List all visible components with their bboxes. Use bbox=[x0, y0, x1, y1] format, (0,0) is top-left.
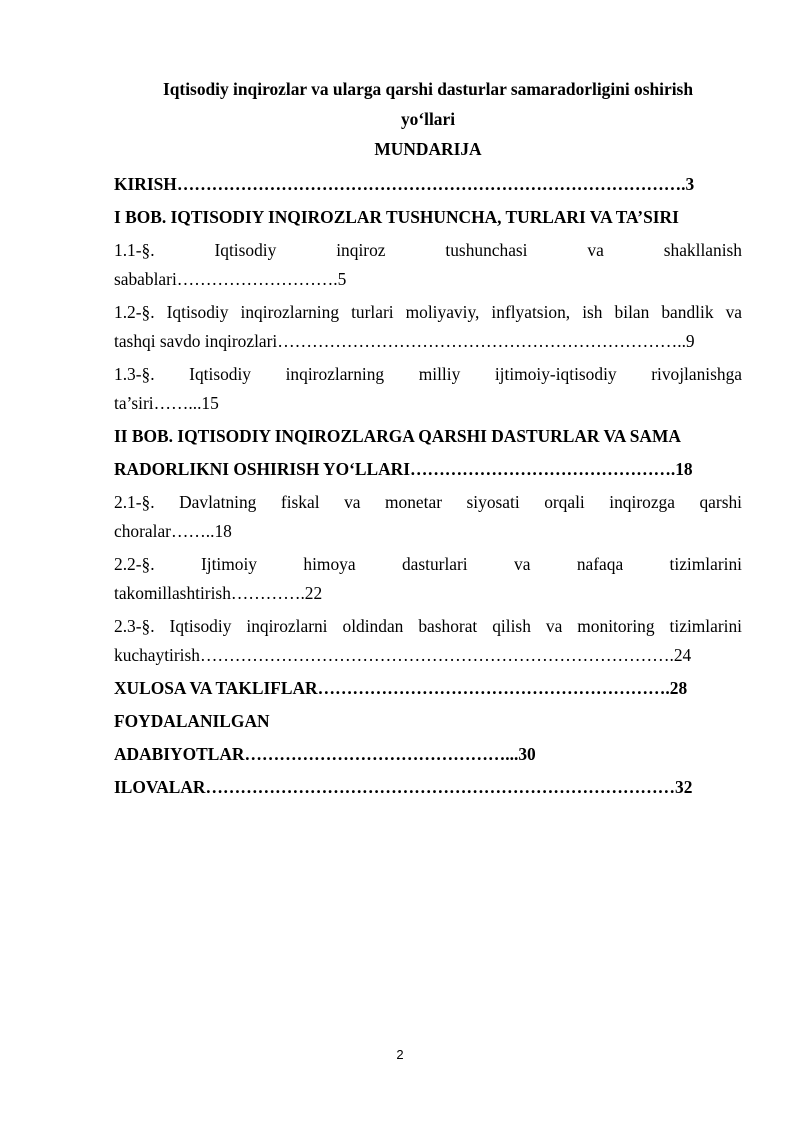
toc-section-1-1-line-2: sabablari……………………….5 bbox=[114, 269, 347, 289]
toc-entry-references-line-1: FOYDALANILGAN bbox=[114, 711, 270, 731]
toc-section-1-3-line-1: 1.3-§. Iqtisodiy inqirozlarning milliy ijtimoiy-iqtisodiy rivojlanishga bbox=[114, 364, 742, 384]
toc-section-1-2-line-1: 1.2-§. Iqtisodiy inqirozlarning turlari moliyaviy, inflyatsion, ish bilan bandlik va bbox=[114, 302, 742, 322]
toc-entry-intro: KIRISH…………………………………………………………………………….3 bbox=[114, 174, 695, 194]
toc-section-2-2-line-1: 2.2-§. Ijtimoiy himoya dasturlari va nafaqa tizimlarini bbox=[114, 554, 742, 574]
contents-heading: MUNDARIJA bbox=[374, 139, 482, 159]
toc-section-1-2-line-2: tashqi savdo inqirozlari……………………………………………………………..9 bbox=[114, 331, 695, 351]
toc-chapter-1: I BOB. IQTISODIY INQIROZLAR TUSHUNCHA, TURLARI VA TA’SIRI bbox=[114, 207, 679, 227]
toc-section-1-1-line-1: 1.1-§. Iqtisodiy inqiroz tushunchasi va shakllanish bbox=[114, 240, 742, 260]
toc-section-2-1-line-2: choralar……..18 bbox=[114, 521, 232, 541]
toc-section-2-2-line-2: takomillashtirish………….22 bbox=[114, 583, 323, 603]
document-page bbox=[114, 74, 742, 802]
toc-section-2-3-line-2: kuchaytirish……………………………………………………………………….24 bbox=[114, 645, 692, 665]
toc-section-1-3-line-2: ta’siri……...15 bbox=[114, 393, 219, 413]
toc-section-2-1-line-1: 2.1-§. Davlatning fiskal va monetar siyosati orqali inqirozga qarshi bbox=[114, 492, 742, 512]
page-number: 2 bbox=[396, 1047, 404, 1062]
toc-entry-appendix: ILOVALAR………………………………………………………………………32 bbox=[114, 777, 693, 797]
toc-chapter-2-line-1: II BOB. IQTISODIY INQIROZLARGA QARSHI DASTURLAR VA SAMA bbox=[114, 426, 681, 446]
toc-entry-conclusion: XULOSA VA TAKLIFLAR…………………………………………………….28 bbox=[114, 678, 688, 698]
document-title-line-1: Iqtisodiy inqirozlar va ularga qarshi dasturlar samaradorligini oshirish bbox=[162, 79, 693, 99]
toc-chapter-2-line-2: RADORLIKNI OSHIRISH YO‘LLARI……………………………………….18 bbox=[114, 459, 693, 479]
toc-entry-references-line-2: ADABIYOTLAR………………………………………...30 bbox=[114, 744, 536, 764]
document-title-line-2: yo‘llari bbox=[400, 109, 456, 129]
toc-section-2-3-line-1: 2.3-§. Iqtisodiy inqirozlarni oldindan bashorat qilish va monitoring tizimlarini bbox=[114, 616, 742, 636]
